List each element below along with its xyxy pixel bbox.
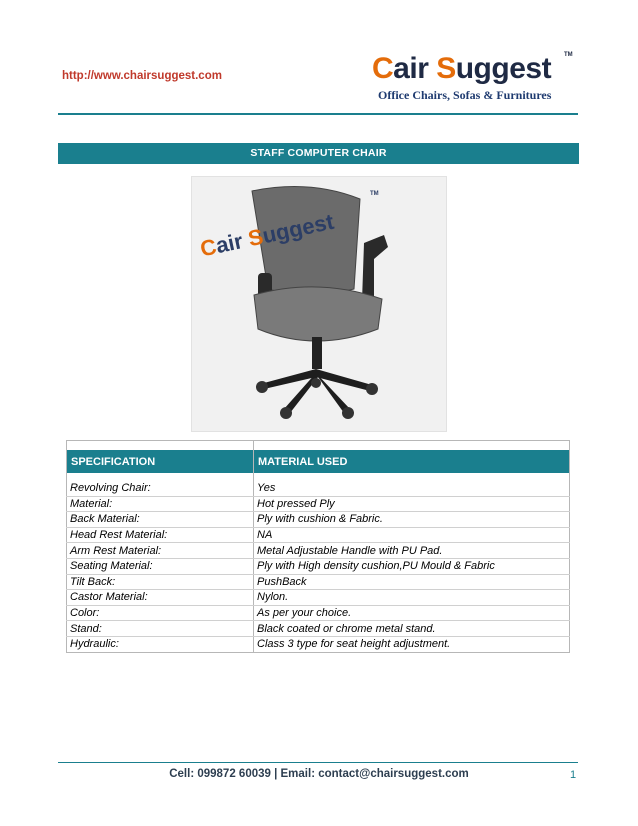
spec-value: Nylon. bbox=[254, 590, 570, 606]
spec-value: Metal Adjustable Handle with PU Pad. bbox=[254, 543, 570, 559]
table-row bbox=[67, 481, 570, 496]
spec-label: Material: bbox=[67, 496, 254, 512]
spec-label: Tilt Back: bbox=[67, 574, 254, 590]
table-row bbox=[67, 512, 570, 528]
spec-value: NA bbox=[254, 527, 570, 543]
spec-value: Hot pressed Ply bbox=[254, 496, 570, 512]
table-row bbox=[67, 605, 570, 621]
table-row bbox=[67, 543, 570, 559]
logo-tagline: Office Chairs, Sofas & Furnitures bbox=[378, 88, 552, 102]
brand-logo bbox=[372, 44, 578, 110]
header-divider bbox=[58, 113, 578, 115]
watermark-trademark: TM bbox=[370, 191, 379, 197]
spec-label: Head Rest Material: bbox=[67, 527, 254, 543]
spec-value: Ply with cushion & Fabric. bbox=[254, 512, 570, 528]
logo-wordmark: Cair Suggest bbox=[372, 52, 552, 85]
image-watermark: Cair Suggest bbox=[198, 208, 336, 262]
page-number: 1 bbox=[570, 769, 577, 781]
specification-table bbox=[66, 440, 570, 653]
spec-label: Color: bbox=[67, 605, 254, 621]
product-title: STAFF COMPUTER CHAIR bbox=[58, 143, 579, 164]
spec-label: Arm Rest Material: bbox=[67, 543, 254, 559]
logo-text-uggest: uggest bbox=[455, 52, 552, 85]
spec-value: Black coated or chrome metal stand. bbox=[254, 621, 570, 637]
table-row bbox=[67, 558, 570, 574]
spec-value: As per your choice. bbox=[254, 605, 570, 621]
spec-value: Yes bbox=[254, 481, 570, 496]
product-image bbox=[191, 176, 447, 432]
table-row bbox=[67, 496, 570, 512]
table-row bbox=[67, 527, 570, 543]
logo-trademark: TM bbox=[564, 52, 573, 58]
table-row bbox=[67, 590, 570, 606]
logo-letter-c: C bbox=[372, 52, 394, 85]
spec-label: Hydraulic: bbox=[67, 636, 254, 652]
table-header-row bbox=[67, 450, 570, 473]
spec-label: Castor Material: bbox=[67, 590, 254, 606]
table-row bbox=[67, 574, 570, 590]
website-url[interactable]: http://www.chairsuggest.com bbox=[62, 70, 222, 82]
spec-label: Seating Material: bbox=[67, 558, 254, 574]
logo-text-air: air bbox=[393, 52, 437, 85]
spec-value: Class 3 type for seat height adjustment. bbox=[254, 636, 570, 652]
spec-label: Back Material: bbox=[67, 512, 254, 528]
table-row bbox=[67, 621, 570, 637]
table-row bbox=[67, 636, 570, 652]
header-specification: SPECIFICATION bbox=[67, 450, 254, 473]
spec-label: Revolving Chair: bbox=[67, 481, 254, 496]
footer-divider bbox=[58, 762, 578, 763]
footer-contact: Cell: 099872 60039 | Email: contact@chairsuggest.com bbox=[169, 768, 469, 780]
header-material-used: MATERIAL USED bbox=[254, 450, 570, 473]
spec-label: Stand: bbox=[67, 621, 254, 637]
spec-value: PushBack bbox=[254, 574, 570, 590]
spec-value: Ply with High density cushion,PU Mould & Fabric bbox=[254, 558, 570, 574]
